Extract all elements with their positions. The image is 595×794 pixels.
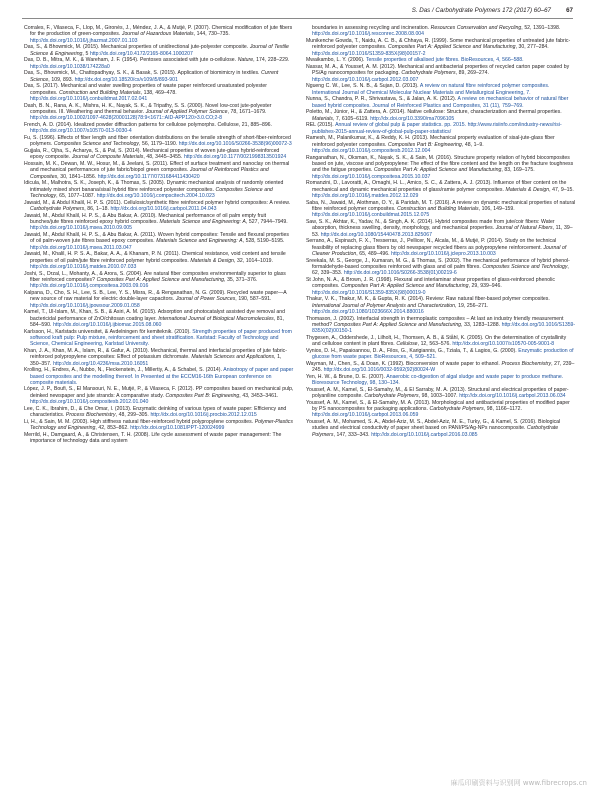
reference-journal: Composites Part B: Engineering — [388, 141, 462, 148]
reference-doi-link[interactable]: http://dx.doi.org/10.1016/j.procbio.2012.12.015 — [150, 412, 257, 419]
reference-volume-pages: , 33, 1283–1288. — [461, 321, 502, 328]
reference-journal: Carbohydrate Polymers — [30, 205, 85, 212]
reference-volume-pages: , 98, 1166–1172. — [483, 406, 522, 413]
reference-entry — [306, 316, 576, 335]
reference-journal: Journal of Hazardous Materials — [121, 31, 194, 38]
reference-text: Krolling, H., Endres, A., Nubbo, N., Fleckenstein, J., Millertiy, A., & Schabel, S. (2014). — [24, 367, 224, 374]
reference-doi-link[interactable]: Enzymatic production of glucose from waste paper. BioResources, 4, 509–521. — [312, 347, 574, 361]
reference-journal: Polymer-Plastics Technology and Engineering — [30, 418, 293, 432]
reference-entry — [24, 406, 294, 419]
reference-volume-pages: , 35, 371–376. — [224, 276, 258, 283]
reference-volume-pages: , 29, 939–946. — [468, 283, 502, 290]
reference-entry — [306, 277, 576, 296]
reference-entry — [24, 309, 294, 328]
reference-text: Kalpana, D., Cho, S. H., Lee, S. B., Lee, Y. S., Misra, R., & Renganathan, N. G. (2009). Recycled waste paper—A new source of raw material for electric double-layer capacitors. — [24, 289, 287, 303]
reference-journal: Cellulose — [396, 341, 418, 348]
reference-text: Youssef, A. M., Kamel, S., El-Samahy, M., & El Sarraby, M. A. (2013). Structural and electrical properties of paper-polyaniline composite. — [306, 386, 569, 400]
reference-text: Youssef, A. M., Kamel, S., & El-Samahy, M. A. (2013). Morphological and antibacterial properties of modified paper by PS nanocomposites for packaging applications. — [306, 399, 570, 413]
reference-volume-pages: , 190, 587–591. — [235, 296, 272, 303]
reference-text: Munikenche Gowda, T., Naidu, A. C. B., & Chhaya, R. (1999). Some mechanical properties of untreated jute fabric-reinforced polyester composites. — [306, 37, 571, 51]
reference-journal: Materials Science and Engineering: A — [159, 218, 246, 225]
reference-journal: Composites Science and Technology — [30, 186, 273, 199]
reference-text: Das, S., & Bhowmick, M. (2015). Mechanical properties of unidirectional jute-polyester composite. — [24, 44, 250, 51]
reference-doi-link[interactable]: http://dx.doi.org/10.1016/S1359-835X(98)00019-0 — [312, 289, 426, 296]
reference-journal: Composites Part A: Applied Science and Manufacturing — [373, 167, 502, 174]
reference-journal: Current Science — [30, 70, 279, 83]
reference-entry — [306, 64, 576, 83]
reference-doi-link[interactable]: http://dx.doi.org/10.1016/j.jhazmat.2007.01.103 — [30, 37, 138, 44]
reference-volume-pages: , 42, 853–862. — [95, 425, 131, 432]
reference-entry — [24, 135, 294, 148]
reference-doi-link[interactable]: http://dx.doi.org/10.4172/2165-8064.1000207 — [89, 50, 193, 57]
reference-entry — [24, 148, 294, 161]
reference-entry — [24, 232, 294, 251]
reference-text: Poletto, M., Júnior, H., & Zattera, A. (2014). Native cellulose: Structure, characterization and thermal properties. — [306, 109, 562, 116]
reference-doi-link[interactable]: http://dx.doi.org/10.1016/j.matdes.2012.12.029 — [312, 192, 419, 199]
reference-entry — [306, 419, 576, 438]
reference-journal: Carbohydrate Polymers — [401, 70, 456, 77]
reference-doi-link[interactable]: http://dx.doi.org/10.1016/j.compositesb.2012.01.040 — [30, 399, 149, 406]
reference-text: Fu, S. (1996). Effects of fiber length and fiber orientation distributions on the tensile strength of short-fiber-reinforced polymers. — [24, 134, 291, 148]
reference-doi-link[interactable]: http://dx.doi.org/10.1177/0021998313501924 — [183, 154, 287, 161]
reference-entry — [24, 44, 294, 57]
reference-journal: Carbohydrate Polymers — [364, 393, 419, 400]
reference-journal: Composites Science and Technology — [53, 141, 139, 148]
reference-journal: Construction and Building Materials — [59, 89, 141, 96]
reference-volume-pages: , 138, 469–478. — [140, 89, 177, 96]
reference-volume-pages: , 106, 149–159. — [478, 205, 515, 212]
reference-text: Joshi, S., Drzal, L., Mohanty, A., & Arora, S. (2004). Are natural fiber composites environmentally superior to glass fiber reinforced composites? — [24, 270, 286, 283]
reference-entry — [306, 387, 576, 400]
reference-doi-link[interactable]: A review on natural fibre reinforced polymer composites. International Journal of Chemical Molecular Nuclear Materials and Metallurgical Engineering, 7. — [312, 83, 550, 96]
reference-volume-pages: , 144, 730–735. — [193, 31, 230, 38]
reference-entry — [306, 200, 576, 219]
reference-entry — [24, 200, 294, 213]
reference-entry — [306, 135, 576, 154]
reference-journal: Process Biochemistry — [65, 412, 116, 419]
reference-text: Jawaid, M., Abdul Khalil, H. P. S., & Abu Bakar, A. (2010). Mechanical performance of oil palm empty fruit bunches/jute fibres reinforced epoxy hybrid composites. — [24, 212, 267, 225]
reference-text: boundaries in assessing recycling and incineration. — [312, 25, 431, 31]
reference-doi-link[interactable]: http://dx.doi.org/10.1016/0032-9592(92)80024-W — [323, 367, 436, 374]
reference-entry — [306, 374, 576, 387]
reference-text: Vynios, D. H., Papaioannou, D. A., Filos, G., Karigiannis, G., Tziala, T., & Lagios, G. (2000). — [306, 347, 519, 354]
reference-entry — [24, 432, 294, 445]
reference-text: Das, D. B., Mitra, M. K., & Wareham, J. F. (1954). Pentoses associated with jute α-cellulose. — [24, 57, 238, 64]
reference-entry — [24, 122, 294, 135]
reference-journal: Journal of Textile Science & Engineering — [30, 44, 289, 57]
reference-text: Thomason, J. (2002). Interfacial strength in thermoplastic composites – At last an industry friendly measurement method? — [306, 315, 564, 328]
reference-entry — [24, 57, 294, 70]
references-column-right — [306, 25, 576, 438]
reference-journal: Materials — [312, 115, 333, 122]
reference-text: Saw, S. K., Akhtar, K., Yadav, N., & Singh, A. K. (2014). Hybrid composites made from jute/coir fibers: Water absorption, thickness swelling, density, morphology, and mechanical properties. — [306, 218, 555, 232]
reference-text: Serrano, A., Espinach, F. X., Tresserras, J., Pellicer, N., Alcala, M., & Mutjé, P. (2014). Study on the technical feasibility of replacing glass fibers by old newspaper recycled fibers as polypropylene reinforcement. — [306, 238, 557, 251]
reference-volume-pages: , 78, 1671–1679. — [227, 108, 267, 115]
reference-volume-pages: , 528, 5190–5195. — [242, 238, 285, 245]
reference-text: Lee, C. K., Ibrahim, D., & Che Omar, I. (2013). Enzymatic deinking of various types of waste paper: Efficiency and characteristics. — [24, 405, 287, 419]
reference-volume-pages: , 48, 299–305. — [115, 412, 151, 419]
reference-journal: Process Biochemistry — [501, 360, 552, 367]
reference-doi-link[interactable]: http://dx.doi.org/10.1016/j.jclepro.2013.10.003 — [391, 250, 496, 257]
reference-entry — [24, 329, 294, 348]
reference-text: Khan, J. A., Khan, M. A., Islam, R., & Gafur, A. (2010). Mechanical, thermal and interfacial properties of jute fabric-reinforced polypropylene composites: Effect of potassium dichromate. — [24, 347, 287, 361]
reference-entry — [24, 213, 294, 232]
reference-entry — [24, 348, 294, 367]
reference-volume-pages: , 19, 256–271. — [455, 302, 489, 309]
reference-entry — [24, 103, 294, 122]
reference-text: Saba, N., Jawaid, M., Alothman, O. Y., & Paridah, M. T. (2016). A review on dynamic mechanical properties of natural fibre reinforced polymer composites. — [306, 199, 576, 212]
reference-entry — [24, 367, 294, 386]
reference-doi-link[interactable]: http://dx.doi.org/10.1016/S0266-3538(01)00219-6 — [343, 270, 457, 277]
reference-doi-link[interactable]: http://dx.doi.org/10.1038/174228a0 — [30, 63, 110, 70]
running-header — [22, 7, 573, 17]
reference-entry — [24, 290, 294, 309]
reference-volume-pages: , 30, 277–284. — [515, 44, 549, 51]
reference-doi-link[interactable]: Tensile properties of alkalised jute fibres. BioResources, 4, 566–588. — [365, 57, 524, 64]
reference-volume-pages: , 62, 339–353. — [312, 263, 569, 277]
reference-entry — [306, 57, 576, 63]
reference-journal: International Journal of Polymer Analysis and Characterization — [312, 302, 456, 309]
reference-volume-pages: , 48, 3445–3455. — [143, 154, 184, 161]
reference-doi-link[interactable]: http://dx.doi.org/10.1081/PPT-120024999 — [130, 425, 225, 432]
reference-entry — [306, 180, 576, 199]
reference-doi-link[interactable]: http://dx.doi.org/10.1016/S1359-835X(02)00150-1 — [312, 321, 576, 335]
reference-volume-pages: , 11, 39–53. — [312, 225, 573, 238]
reference-doi-link[interactable]: Anisotropy of paper and paper based composites and the modelling thereof. In Presented at the ECCM16-16th European conference on composite materials. — [30, 367, 294, 386]
reference-volume-pages: , 98, 1003–1007. — [418, 393, 460, 400]
reference-journal: Materials Sciences and Applications — [191, 354, 275, 361]
reference-entry — [24, 180, 294, 199]
reference-text: Ramesh, M., Palanikumar, K., & Reddy, K. H. (2013). Mechanical property evaluation of sisal-jute-glass fiber reinforced polyester composites. — [306, 135, 555, 148]
reference-journal: Composites Part B: Engineering — [165, 392, 240, 399]
reference-volume-pages: , 109, 893. — [48, 76, 75, 83]
reference-entry — [24, 386, 294, 405]
reference-journal: Nature — [237, 57, 254, 64]
reference-entry — [24, 419, 294, 432]
reference-doi-link[interactable]: http://dx.doi.org/10.1002/1097-4628(20001128)78:9<1671::AID-APP120>3.0.CO;2-8 — [30, 115, 222, 122]
reference-volume-pages: , 147, 333–343. — [333, 431, 372, 438]
reference-text: Yen, H. W., & Brune, D. E. (2007). — [306, 373, 387, 380]
reference-entry — [306, 96, 576, 109]
reference-volume-pages: , 47, 9–15. — [549, 186, 574, 193]
journal-citation-line: S. Das / Carbohydrate Polymers 172 (2017) 60–67 — [411, 7, 551, 14]
reference-volume-pages: , 27, 239–245. — [312, 360, 575, 374]
reference-text: Ngueng C. W., Lee, S. N. B., & Sujan, D. (2013). — [306, 83, 420, 90]
reference-volume-pages: , 56, 1179–1190. — [138, 141, 179, 148]
reference-doi-link[interactable]: http://dx.doi.org/10.18520/cs/v109/i5/893-901 — [74, 76, 178, 83]
reference-text: Wayman, M., Chen, S., & Doan, K. (1992). Bioconversion of waste paper to ethanol. — [306, 360, 502, 367]
reference-journal: Materials & Design — [190, 257, 234, 264]
reference-doi-link[interactable]: http://dx.doi.org/10.1016/j.compositesb.2012.12.004 — [312, 147, 431, 154]
reference-volume-pages: , 30, 1841–1856. — [57, 173, 98, 180]
reference-doi-link[interactable]: http://dx.doi.org/10.1016/S1359-835X(98)00157-2 — [312, 50, 426, 57]
reference-text: López, J. P., Boufi, S., El Mansouri, N. E., Mutjé, P., & Vilaseca, F. (2012). PP composites based on mechanical pulp, deinked newspaper and jute strands: A comparative study. — [24, 386, 294, 399]
reference-text: Jawaid, M., Khalil, H. P. S. A., Bakar, A. A., & Khanam, P. N. (2011). Chemical resistance, void content and tensile properties of oil palm/jute fibre reinforced polymer hybrid composites. — [24, 251, 286, 264]
reference-doi-link[interactable]: http://dx.doi.org/10.1016/j.ijbiomac.2015.08.060 — [53, 321, 162, 328]
reference-journal: Composites Science and Technology — [482, 263, 568, 270]
reference-journal: Composites Part A: Applied Science and Manufacturing — [96, 276, 225, 283]
reference-entry — [306, 238, 576, 257]
reference-doi-link[interactable]: http://dx.doi.org/10.3390/ma7096105 — [370, 115, 455, 122]
reference-journal: Composites Part A: Applied Science and Manufacturing — [333, 321, 462, 328]
reference-entry — [306, 38, 576, 57]
reference-text: Youssef, A. M., Mohamed, S. A., Abdel-Aziz, M. S., Abdel-Aziz, M. E., Turky, G., & Kamel, S. (2016). Biological studies and electrical conductivity of paper sheet based on PANI/PS/Ag-NPs nanocomposite. — [306, 419, 561, 432]
reference-volume-pages: , 32, 1014–1019. — [233, 257, 273, 264]
reference-text: REL (2015). — [306, 122, 336, 129]
reference-text: Das, S., Bhowmick, M., Chattopadhyay, S. K., & Basak, S. (2015). Application of biomimicry in textiles. — [24, 70, 262, 77]
reference-doi-link[interactable]: http://dx.doi.org/10.1016/j.compscitech.2004.10.023 — [96, 192, 215, 199]
reference-doi-link[interactable]: http://dx.doi.org/10.1177/0731684411430420 — [97, 173, 200, 180]
reference-entry — [24, 83, 294, 102]
reference-entry — [306, 155, 576, 180]
reference-text: Jawaid, M., Abdul Khalil, H. P. S., & Abu Bakar, A. (2011). Woven hybrid composites: Tensile and flexural properties of oil palm-woven jute fibres based epoxy composites. — [24, 231, 289, 245]
reference-volume-pages: , 52, 1391–1398. — [521, 25, 561, 31]
reference-volume-pages: , 527, 7944–7949. — [245, 218, 288, 225]
reference-journal: Composites Part A: Applied Science and Manufacturing — [341, 283, 469, 290]
header-rule — [22, 18, 573, 19]
reference-text: Ranganathan, N., Oksman, K., Nayak, S. K., & Sain, M. (2016). Structure property relation of hybrid biocomposites based on jute, viscose and polypropylene: The effect of the fibre content and the length on the fracture toughness and the fatigue properties. — [306, 154, 574, 174]
reference-text: Nunna, S., Chandra, P. R., Shrivastava, S., & Jalan, A. K. (2012). — [306, 96, 458, 103]
reference-entry — [306, 109, 576, 122]
reference-journal: Journal of Natural Fibers — [495, 225, 553, 232]
reference-entry — [306, 296, 576, 315]
reference-entry — [24, 25, 294, 44]
reference-journal: International Journal of Biological Macromolecules — [158, 315, 274, 322]
reference-text: Idicula, M., Malhotra, S. K., Joseph, K., & Thomas, S. (2005). Dynamic mechanical analysis of randomly oriented intimately mixed short banana/sisal hybrid fibre reinforced polyester composites. — [24, 180, 284, 193]
reference-entry — [24, 70, 294, 83]
reference-volume-pages: , 65, 1077–1087. — [56, 192, 97, 199]
reference-doi-link[interactable]: Strength properties of paper produced from softwood kraft pulp: Pulp mixture, reinforcement and sheet stratification. Karlstad: Faculty of Technology and Science, Chemical Engineering, Karlstad University. — [30, 328, 292, 348]
reference-journal: Carbohydrate Polymers — [312, 425, 559, 438]
reference-doi-link[interactable]: http://dx.doi.org/10.1016/j.compositesa.2003.09.016 — [30, 283, 149, 290]
reference-entry — [306, 335, 576, 348]
reference-journal: Resources Conservation and Recycling — [430, 25, 522, 31]
reference-volume-pages: , 83, 169–175. — [501, 167, 535, 174]
reference-volume-pages: , 174, 228–229. — [253, 57, 290, 64]
reference-text: Corrales, F., Vilaseca, F., Llop, M., Gironès, J., Méndez, J. A., & Mutjé, P. (2007). Chemical modification of jute fibers for the production of green-composites. — [24, 25, 293, 38]
reference-journal: Journal of Reinforced Plastics and Composites — [30, 167, 269, 180]
reference-entry — [306, 258, 576, 277]
reference-doi-link[interactable]: http://dx.doi.org/10.1016/j.carbpol.2012.03.007 — [312, 76, 419, 83]
reference-text: French, A. D. (2014). Idealized powder diffraction patterns for cellulose polymorphs. Cellulose, 21, 885–896. — [24, 121, 272, 128]
reference-journal: Materials & Design — [505, 186, 550, 193]
references-column-left — [24, 25, 294, 445]
reference-doi-link[interactable]: http://dx.doi.org/10.1016/j.msea.2010.09.005 — [30, 225, 133, 232]
reference-volume-pages: , 12, 563–576. — [417, 341, 453, 348]
reference-text: Dash, B. N., Rana, A. K., Mishra, H. K., Nayak, S. K., & Tripathy, S. S. (2000). Novel low-cost jute-polyester composites. III. Weathering and thermal behavior. — [24, 102, 272, 115]
reference-journal: Materials Science and Engineering: A — [156, 238, 243, 245]
reference-doi-link[interactable]: A review on mechanical behavior of natural fiber based hybrid composites. Journal of Reinforced Plastics and Composites, 31 (11), 759–769. — [312, 96, 569, 109]
reference-text: Hossain, M. K., Dewan, M. W., Hosur, M., & Jeelani, S. (2011). Effect of surface treatment and nanoclay on thermal and mechanical performances of jute fabric/biopol green composites. — [24, 160, 290, 174]
reference-volume-pages: , 86, 1–18. — [84, 205, 111, 212]
reference-text: Sreekala, M. S., George, J., Kumaran, M. G., & Thomas, S. (2002). The mechanical performance of hybrid phenol-formaldehyde-based composites reinforced with glass and oil palm fibres. — [306, 257, 570, 270]
reference-volume-pages: , 1, 350–357. — [30, 354, 282, 367]
reference-text: Nassar, M. A., & Youssef, A. M. (2012). Mechanical and antibacterial properties of recycled carton paper coated by PS/Ag nanocomposites for packaging. — [306, 63, 570, 77]
reference-entry — [24, 271, 294, 290]
reference-doi-link[interactable]: http://dx.doi.org/10.1016/j.carbpol.2013.06.034 — [459, 393, 566, 400]
reference-text: Mwaikambo, L. Y. (2006). — [306, 57, 366, 64]
reference-text: Jawaid, M., & Abdul Khalil, H. P. S. (2011). Cellulosic/synthetic fibre reinforced polymer hybrid composites: A review. — [24, 199, 291, 206]
reference-volume-pages: , 7, 6105–6119. — [332, 115, 371, 122]
reference-journal: Journal of Cleaner Production — [312, 244, 567, 257]
reference-text: Romanzini, D., Lavoratti, A., Ornaghi, H. L., Amico, S. C., & Zattera, A. J. (2013). Influence of fiber content on the mechanical and dynamic mechanical properties of glass/ramie polymer composites. — [306, 180, 567, 193]
reference-volume-pages: , 5 — [82, 50, 90, 57]
reference-journal: Journal of Composite Materials — [71, 154, 144, 161]
reference-doi-link[interactable]: http://dx.doi.org/10.1007/s10570-005-9001-8 — [452, 341, 555, 348]
reference-doi-link[interactable]: http://dx.doi.org/10.1016/j.jpowsour.2009.01.058 — [30, 302, 140, 309]
reference-entry — [24, 161, 294, 180]
reference-doi-link[interactable]: http://dx.doi.org/10.1016/j.carbpol.2013.06.059 — [312, 412, 419, 419]
reference-entry — [306, 83, 576, 96]
reference-text: Li, H., & Sain, M. M. (2003). High stiffness natural fiber-reinforced hybrid polypropylene composites. — [24, 418, 255, 425]
reference-entry — [306, 361, 576, 374]
reference-text: Merrild, H., Damgaard, A., & Christensen, T. H. (2008). Life cycle assessment of waste paper management: The importance of technology data and system — [24, 431, 282, 445]
reference-text: Kamel, T., Ul-Islam, M., Khan, S. B., & Asiri, A. M. (2015). Adsorption and photocatalyst assisted dye removal and bactericidal performance of ZnO/chitosan coating layer. — [24, 309, 285, 322]
reference-volume-pages: , 43, 3453–3461. — [239, 392, 279, 399]
reference-volume-pages: , 65, 489–496. — [356, 250, 392, 257]
reference-text: Gujjala, R., Ojha, S., Acharya, S., & Pal, S. (2014). Mechanical properties of woven jute-glass hybrid-reinforced epoxy composite. — [24, 147, 280, 161]
reference-entry — [306, 348, 576, 361]
reference-journal: Composites Part A: Applied Science and Manufacturing — [388, 44, 516, 51]
reference-journal: Construction and Building Materials — [397, 205, 479, 212]
reference-doi-link[interactable]: http://dx.doi.org/10.1016/j.conbuildmat.2017.02.041 — [30, 95, 148, 102]
reference-doi-link[interactable]: http://dx.doi.org/10.1007/s10570-013-0030-4 — [30, 128, 132, 135]
reference-doi-link[interactable]: http://dx.doi.org/10.1016/j.carbpol.2016.03.085 — [371, 431, 478, 438]
reference-entry — [306, 400, 576, 419]
reference-doi-link[interactable]: http://dx.doi.org/10.1080/15440478.2013.825067 — [320, 231, 432, 238]
reference-entry — [306, 25, 576, 38]
reference-text: Thygesen, A., Oddershede, J., Lilholt, H., Thomsen, A. B., & Ståhl, K. (2005). On the determination of crystallinity and cellulose content in plant fibres. — [306, 334, 567, 348]
watermark: 麻瓜印刷资料与识别网 www.fibrecrops.cn — [450, 779, 587, 787]
reference-journal: Carbohydrate Polymers — [429, 406, 484, 413]
reference-text: Karlsson, H., Karlstads universitet, & Avdelningen för kemiteknik. (2010). — [24, 328, 193, 335]
reference-doi-link[interactable]: http://dx.doi.org/10.1016/j.msea.2011.03.047 — [30, 244, 132, 251]
reference-doi-link[interactable]: http://dx.doi.org/10.1016/j.conbuildmat.2015.12.075 — [312, 212, 430, 219]
reference-volume-pages: , 89, 269–274. — [455, 70, 489, 77]
reference-doi-link[interactable]: http://dx.doi.org/10.1016/j.carbpol.2011.04.043 — [110, 205, 217, 212]
reference-text: Das, S. (2017). Mechanical and water swelling properties of waste paper reinforced unsaturated polyester composites. — [24, 83, 267, 96]
reference-doi-link[interactable]: http://dx.doi.org/10.1016/S0266-3538(96)00072-3 — [178, 141, 292, 148]
reference-doi-link[interactable]: http://dx.doi.org/10.4236/msa.2010.16051 — [53, 360, 149, 367]
reference-text: St John, N. A., & Brown, J. R. (1998). Flexural and interlaminar shear properties of glass-reinforced phenolic composites. — [306, 276, 555, 290]
reference-text: Thakur, V. K., Thakur, M. K., & Gupta, R. K. (2014). Review: Raw natural fiber-based polymer composites. — [306, 296, 550, 303]
reference-volume-pages: , 81, 584–590. — [30, 315, 284, 328]
reference-volume-pages: , 48, 1–9. — [461, 141, 484, 148]
reference-doi-link[interactable]: Anaerobic co-digestion of algal sludge and waste paper to produce methane. Bioresource Technology, 98, 130–134. — [312, 373, 564, 387]
reference-journal: Journal of Applied Polymer Science — [145, 108, 228, 115]
reference-doi-link[interactable]: http://dx.doi.org/10.1016/j.matdes.2010.07.033 — [30, 263, 137, 270]
reference-doi-link[interactable]: http://dx.doi.org/10.1080/1023666X.2014.880016 — [312, 308, 424, 315]
reference-journal: Journal of Power Sources — [175, 296, 236, 303]
page-number: 67 — [566, 7, 573, 14]
reference-entry — [24, 251, 294, 270]
reference-doi-link[interactable]: Annual review of global pulp & paper statistics. pp. 2015. http://www.risiinfo.com/industry-news/risi-publishes-2015-annual-review-of-global-pulp-paper-statistics/ — [312, 122, 562, 135]
reference-doi-link[interactable]: http://dx.doi.org/10.1016/j.compositesa.2015.10.037 — [312, 173, 431, 180]
reference-doi-link[interactable]: http://dx.doi.org/10.1016/j.resconrec.2008.08.004 — [312, 31, 425, 38]
reference-entry — [306, 219, 576, 238]
reference-entry — [306, 122, 576, 135]
